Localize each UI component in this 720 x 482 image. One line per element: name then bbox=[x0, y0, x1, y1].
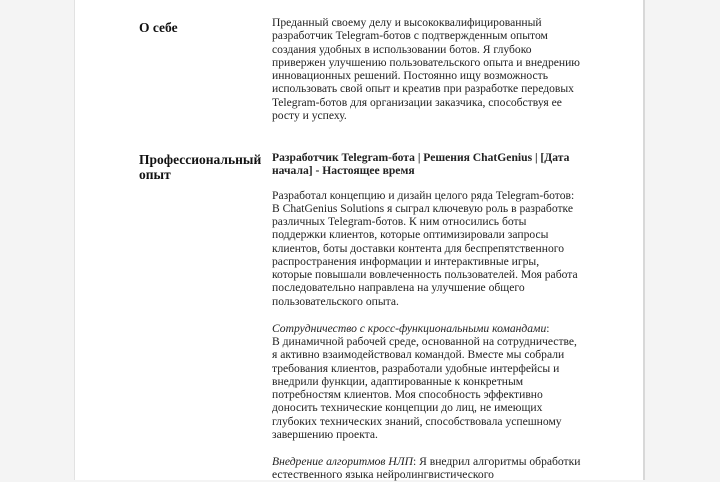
job-title: Разработчик Telegram-бота | Решения ChatGenius | [Дата начала] - Настоящее время bbox=[272, 151, 570, 178]
document-page bbox=[74, 0, 645, 480]
item-title: Сотрудничество с кросс-функциональными командами bbox=[272, 321, 547, 335]
about-text: Преданный своему делу и высококвалифицированный разработчик Telegram-ботов с подтвержденным опытом создания удобных в использовании ботов. Я глубоко привержен улучшению пользовательского опыта и внедрению инновационных решений. Постоянно ищу возможность использовать свой опыт и креатив при разработке передовых Telegram-ботов для организации заказчика, способствуя ее росту и успеху. bbox=[272, 16, 580, 122]
experience-section bbox=[272, 151, 582, 482]
experience-item: Сотрудничество с кросс-функциональными командами: В динамичной рабочей среде, основанной на сотрудничестве, я активно взаимодействовал командой. Вместе мы собрали требования клиентов, разработали удобные интерфейсы и внедрили функции, адаптированные к конкретным потребностям клиентов. Моя способность эффективно доносить технические концепции до лиц, не имеющих глубоких технических знаний, способствовала успешному завершению проекта. bbox=[272, 321, 577, 441]
job-intro: Разработал концепцию и дизайн целого ряда Telegram-ботов: В ChatGenius Solutions я сыграл ключевую роль в разработке различных Telegram-ботов. К ним относились боты поддержки клиентов, которые оптимизировали запросы клиентов, боты доставки контента для беспрепятственного распространения информации и интерактивные игры, которые повышали вовлеченность пользователей. Моя работа последовательно направлена на улучшение общего пользовательского опыта. bbox=[272, 188, 578, 308]
about-label: О себе bbox=[139, 20, 178, 35]
about-section bbox=[272, 16, 582, 122]
item-text: Я внедрил алгоритмы обработки естественного языка нейролингвистического bbox=[272, 455, 581, 482]
experience-item: Внедрение алгоритмов НЛП: Я внедрил алгоритмы обработки естественного языка нейролингвистического bbox=[272, 455, 581, 482]
item-title: Внедрение алгоритмов НЛП bbox=[272, 455, 413, 468]
experience-label: Профессиональный опыт bbox=[139, 152, 262, 182]
item-text: В динамичной рабочей среде, основанной на сотрудничестве, я активно взаимодействовал командой. Вместе мы собрали требования клиентов, разработали удобные интерфейсы и внедрили функции, адаптированные к конкретным потребностям клиентов. Моя способность эффективно доносить технические концепции до лиц, не имеющих глубоких технических знаний, способствовала успешному завершению проекта. bbox=[272, 335, 577, 441]
